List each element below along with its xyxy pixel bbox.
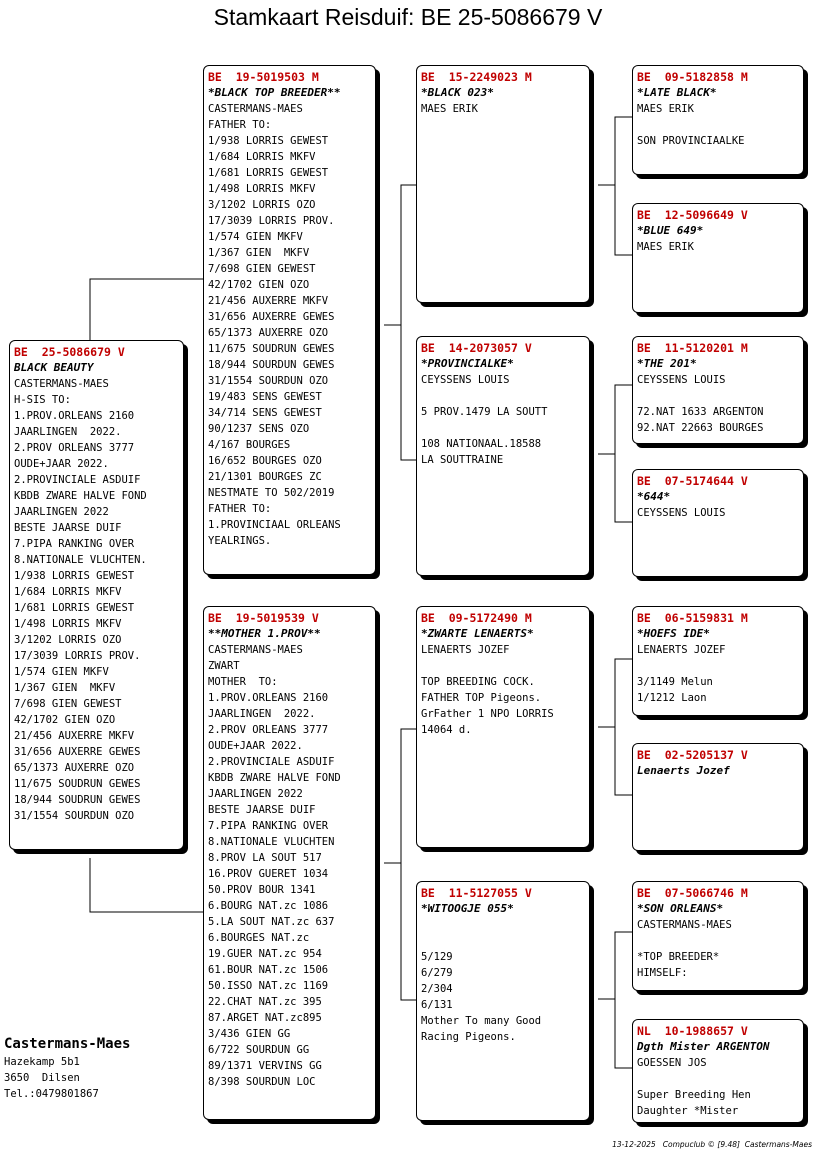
page-title: Stamkaart Reisduif: BE 25-5086679 V xyxy=(213,4,603,30)
card-info-line: 65/1373 AUXERRE OZO xyxy=(208,327,329,339)
ring-number: BE 06-5159831 M xyxy=(637,611,748,625)
card-info-line: FATHER TOP Pigeons. xyxy=(421,692,542,704)
card-info-line: 1/574 GIEN MKFV xyxy=(208,231,303,243)
card-info-line: 50.ISSO NAT.zc 1169 xyxy=(208,980,329,992)
card-info-line: 1/574 GIEN MKFV xyxy=(14,666,109,678)
ring-number: BE 07-5174644 V xyxy=(637,474,748,488)
card-info-line xyxy=(637,117,799,133)
pigeon-name: *HOEFS IDE* xyxy=(637,627,710,640)
card-info-line: 21/456 AUXERRE MKFV xyxy=(208,295,329,307)
card-info-line: 6/131 xyxy=(421,999,453,1011)
card-info-line: TOP BREEDING COCK. xyxy=(421,676,535,688)
pigeon-name: *BLUE 649* xyxy=(637,224,704,237)
card-info-line: JAARLINGEN 2022 xyxy=(208,788,303,800)
card-info-line: 89/1371 VERVINS GG xyxy=(208,1060,322,1072)
card-info-line: CASTERMANS-MAES xyxy=(208,103,303,115)
ring-number: BE 19-5019539 V xyxy=(208,611,319,625)
card-info-line: 7/698 GIEN GEWEST xyxy=(14,698,122,710)
card-info-line: 87.ARGET NAT.zc895 xyxy=(208,1012,322,1024)
pigeon-name: *644* xyxy=(637,490,671,503)
card-info-line xyxy=(637,1071,799,1087)
card-info-line: FATHER TO: xyxy=(208,503,272,515)
card-info-line: 8.NATIONALE VLUCHTEN. xyxy=(14,554,147,566)
pedigree-card-mff xyxy=(632,606,804,716)
card-info-line: 6.BOURG NAT.zc 1086 xyxy=(208,900,329,912)
card-info-line: 2/304 xyxy=(421,983,453,995)
card-info-line: 8/398 SOURDUN LOC xyxy=(208,1076,316,1088)
card-info-line: 3/1202 LORRIS OZO xyxy=(208,199,316,211)
card-info-line: Super Breeding Hen xyxy=(637,1089,751,1101)
card-info-line: 31/1554 SOURDUN OZO xyxy=(14,810,135,822)
card-info-line: 17/3039 LORRIS PROV. xyxy=(208,215,335,227)
owner-address-line: Hazekamp 5b1 xyxy=(4,1056,80,1068)
ring-number: BE 11-5127055 V xyxy=(421,886,532,900)
card-info-line: 34/714 SENS GEWEST xyxy=(208,407,322,419)
card-info-line: 5 PROV.1479 LA SOUTT xyxy=(421,406,548,418)
card-info-line xyxy=(637,658,799,674)
card-info-line: 1/367 GIEN MKFV xyxy=(14,682,116,694)
card-info-line xyxy=(637,388,799,404)
card-info-line: 31/1554 SOURDUN OZO xyxy=(208,375,329,387)
pigeon-name: BLACK BEAUTY xyxy=(14,361,94,374)
card-info-line: 3/1202 LORRIS OZO xyxy=(14,634,122,646)
card-info-line xyxy=(421,420,585,436)
ring-number: BE 07-5066746 M xyxy=(637,886,748,900)
card-info-line: MOTHER TO: xyxy=(208,676,278,688)
card-info-line: 1/1212 Laon xyxy=(637,692,707,704)
card-info-line: 1/681 LORRIS GEWEST xyxy=(14,602,135,614)
card-info-line: 1/498 LORRIS MKFV xyxy=(14,618,122,630)
pedigree-card-mmm xyxy=(632,1019,804,1123)
card-info-line: LENAERTS JOZEF xyxy=(421,644,510,656)
card-info-line xyxy=(637,933,799,949)
card-info-line: 1.PROVINCIAAL ORLEANS xyxy=(208,519,341,531)
card-info-line: 8.NATIONALE VLUCHTEN xyxy=(208,836,335,848)
pedigree-card-subject xyxy=(9,340,184,850)
card-info-line: JAARLINGEN 2022 xyxy=(14,506,109,518)
pigeon-name: *SON ORLEANS* xyxy=(637,902,724,915)
card-info-line: 1/684 LORRIS MKFV xyxy=(14,586,122,598)
ring-number: BE 12-5096649 V xyxy=(637,208,748,222)
card-info-line: H-SIS TO: xyxy=(14,394,71,406)
pedigree-card-fff xyxy=(632,65,804,175)
card-info-line: 6/722 SOURDUN GG xyxy=(208,1044,310,1056)
card-info-line: 18/944 SOURDUN GEWES xyxy=(208,359,335,371)
ring-number: BE 14-2073057 V xyxy=(421,341,532,355)
card-info-line: 61.BOUR NAT.zc 1506 xyxy=(208,964,329,976)
card-info-line: NESTMATE TO 502/2019 xyxy=(208,487,335,499)
card-info-line: 1.PROV.ORLEANS 2160 xyxy=(14,410,135,422)
card-info-line: 6/279 xyxy=(421,967,453,979)
card-info-line: 8.PROV LA SOUT 517 xyxy=(208,852,322,864)
card-info-line: 31/656 AUXERRE GEWES xyxy=(14,746,141,758)
card-info-line: 19.GUER NAT.zc 954 xyxy=(208,948,322,960)
pigeon-name: Lenaerts Jozef xyxy=(637,764,730,777)
pedigree-card-father-mother xyxy=(416,336,590,576)
card-info-line: 1/684 LORRIS MKFV xyxy=(208,151,316,163)
card-info-line: OUDE+JAAR 2022. xyxy=(14,458,109,470)
pigeon-name: Dgth Mister ARGENTON xyxy=(637,1040,770,1053)
card-info-line: FATHER TO: xyxy=(208,119,272,131)
card-info-line: YEALRINGS. xyxy=(208,535,272,547)
pigeon-name: *WITOOGJE 055* xyxy=(421,902,514,915)
card-info-line: MAES ERIK xyxy=(637,241,694,253)
card-info-line: CEYSSENS LOUIS xyxy=(421,374,510,386)
card-info-line: JAARLINGEN 2022. xyxy=(14,426,122,438)
card-info-line: 42/1702 GIEN OZO xyxy=(14,714,116,726)
card-info-line: 21/456 AUXERRE MKFV xyxy=(14,730,135,742)
card-info-line: Racing Pigeons. xyxy=(421,1031,516,1043)
card-info-line: KBDB ZWARE HALVE FOND xyxy=(208,772,341,784)
card-info-line: 5/129 xyxy=(421,951,453,963)
owner-name: Castermans-Maes xyxy=(4,1036,131,1052)
card-info-line xyxy=(421,388,585,404)
pedigree-card-fmf xyxy=(632,336,804,444)
card-info-line: 1/367 GIEN MKFV xyxy=(208,247,310,259)
card-info-line: 50.PROV BOUR 1341 xyxy=(208,884,316,896)
owner-phone: Tel.:0479801867 xyxy=(4,1088,99,1100)
card-info-line: GOESSEN JOS xyxy=(637,1057,707,1069)
card-info-line: HIMSELF: xyxy=(637,967,688,979)
card-info-line: 6.BOURGES NAT.zc xyxy=(208,932,310,944)
card-info-line: 1/938 LORRIS GEWEST xyxy=(208,135,329,147)
card-info-line: CEYSSENS LOUIS xyxy=(637,374,726,386)
card-info-line: CASTERMANS-MAES xyxy=(637,919,732,931)
card-info-line: LA SOUTTRAINE xyxy=(421,454,504,466)
card-info-line: 1.PROV.ORLEANS 2160 xyxy=(208,692,329,704)
pigeon-name: **MOTHER 1.PROV** xyxy=(208,627,321,640)
card-info-line: 42/1702 GIEN OZO xyxy=(208,279,310,291)
pedigree-card-father xyxy=(203,65,376,575)
card-info-line: 19/483 SENS GEWEST xyxy=(208,391,322,403)
card-info-line: 108 NATIONAAL.18588 xyxy=(421,438,542,450)
card-info-line: CASTERMANS-MAES xyxy=(14,378,109,390)
card-info-line: 1/681 LORRIS GEWEST xyxy=(208,167,329,179)
card-info-line: 92.NAT 22663 BOURGES xyxy=(637,422,764,434)
card-info-line: CASTERMANS-MAES xyxy=(208,644,303,656)
pigeon-name: *PROVINCIALKE* xyxy=(421,357,514,370)
card-info-line: 16.PROV GUERET 1034 xyxy=(208,868,329,880)
pedigree-card-mother-father xyxy=(416,606,590,848)
card-info-line: SON PROVINCIAALKE xyxy=(637,135,745,147)
ring-number: NL 10-1988657 V xyxy=(637,1024,748,1038)
pedigree-card-mother-mother xyxy=(416,881,590,1121)
card-info-line: Daughter *Mister xyxy=(637,1105,739,1117)
card-info-line: 22.CHAT NAT.zc 395 xyxy=(208,996,322,1008)
owner-block xyxy=(4,1034,130,1102)
card-info-line: 7.PIPA RANKING OVER xyxy=(14,538,135,550)
pigeon-name: *ZWARTE LENAERTS* xyxy=(421,627,534,640)
card-info-line: *TOP BREEDER* xyxy=(637,951,720,963)
card-info-line: OUDE+JAAR 2022. xyxy=(208,740,303,752)
card-info-line: JAARLINGEN 2022. xyxy=(208,708,316,720)
card-info-line: BESTE JAARSE DUIF xyxy=(208,804,316,816)
card-info-line: 7.PIPA RANKING OVER xyxy=(208,820,329,832)
card-info-line: Mother To many Good xyxy=(421,1015,542,1027)
ring-number: BE 11-5120201 M xyxy=(637,341,748,355)
pedigree-card-mother xyxy=(203,606,376,1120)
ring-number: BE 09-5172490 M xyxy=(421,611,532,625)
card-info-line: MAES ERIK xyxy=(637,103,694,115)
card-info-line: 31/656 AUXERRE GEWES xyxy=(208,311,335,323)
card-info-line: 72.NAT 1633 ARGENTON xyxy=(637,406,764,418)
card-info-line: 18/944 SOUDRUN GEWES xyxy=(14,794,141,806)
ring-number: BE 02-5205137 V xyxy=(637,748,748,762)
card-info-line: 14064 d. xyxy=(421,724,472,736)
card-info-line: 11/675 SOUDRUN GEWES xyxy=(208,343,335,355)
card-info-line: ZWART xyxy=(208,660,240,672)
card-info-line: MAES ERIK xyxy=(421,103,478,115)
card-info-line xyxy=(421,658,585,674)
card-info-line: 90/1237 SENS OZO xyxy=(208,423,310,435)
pedigree-card-mfm xyxy=(632,743,804,851)
card-info-line: 17/3039 LORRIS PROV. xyxy=(14,650,141,662)
card-info-line: CEYSSENS LOUIS xyxy=(637,507,726,519)
card-info-line: 11/675 SOUDRUN GEWES xyxy=(14,778,141,790)
card-info-line: LENAERTS JOZEF xyxy=(637,644,726,656)
card-info-line: 65/1373 AUXERRE OZO xyxy=(14,762,135,774)
pigeon-name: *LATE BLACK* xyxy=(637,86,717,99)
pedigree-card-fmm xyxy=(632,469,804,577)
card-info-line: 2.PROV ORLEANS 3777 xyxy=(208,724,329,736)
card-info-line: 4/167 BOURGES xyxy=(208,439,291,451)
footer-credit: 13-12-2025 Compuclub © [9.48] Castermans-Maes xyxy=(612,1140,812,1149)
card-info-line: 1/498 LORRIS MKFV xyxy=(208,183,316,195)
card-info-line: 2.PROVINCIALE ASDUIF xyxy=(208,756,335,768)
card-info-line: 21/1301 BOURGES ZC xyxy=(208,471,322,483)
card-info-line: KBDB ZWARE HALVE FOND xyxy=(14,490,147,502)
card-info-line: 5.LA SOUT NAT.zc 637 xyxy=(208,916,335,928)
card-info-line: 16/652 BOURGES OZO xyxy=(208,455,322,467)
pedigree-card-father-father xyxy=(416,65,590,303)
pigeon-name: *THE 201* xyxy=(637,357,697,370)
owner-address-line: 3650 Dilsen xyxy=(4,1072,80,1084)
ring-number: BE 19-5019503 M xyxy=(208,70,319,84)
card-info-line: 1/938 LORRIS GEWEST xyxy=(14,570,135,582)
card-info-line: 2.PROV ORLEANS 3777 xyxy=(14,442,135,454)
pedigree-card-mmf xyxy=(632,881,804,991)
pigeon-name: *BLACK TOP BREEDER** xyxy=(208,86,341,99)
pigeon-name: *BLACK 023* xyxy=(421,86,494,99)
card-info-line xyxy=(421,917,585,933)
card-info-line: 7/698 GIEN GEWEST xyxy=(208,263,316,275)
card-info-line: 2.PROVINCIALE ASDUIF xyxy=(14,474,141,486)
pedigree-card-ffm xyxy=(632,203,804,313)
ring-number: BE 15-2249023 M xyxy=(421,70,532,84)
card-info-line: GrFather 1 NPO LORRIS xyxy=(421,708,554,720)
card-info-line: 3/1149 Melun xyxy=(637,676,713,688)
card-info-line: 3/436 GIEN GG xyxy=(208,1028,291,1040)
card-info-line xyxy=(421,933,585,949)
ring-number: BE 09-5182858 M xyxy=(637,70,748,84)
card-info-line: BESTE JAARSE DUIF xyxy=(14,522,122,534)
ring-number: BE 25-5086679 V xyxy=(14,345,125,359)
